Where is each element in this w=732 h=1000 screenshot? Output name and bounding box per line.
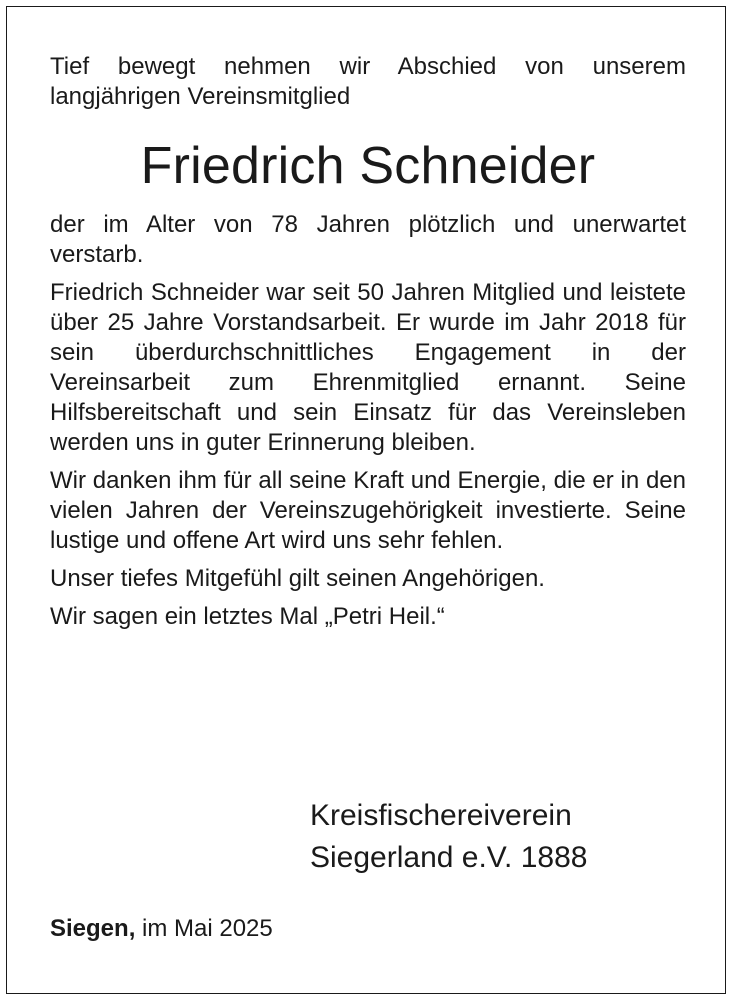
- deceased-name: Friedrich Schneider: [140, 137, 596, 195]
- signature-line-1: Kreisfischereiverein: [310, 799, 572, 832]
- place-date: [50, 914, 273, 944]
- paragraph-age: der im Alter von 78 Jahren plötzlich und unerwartet verstarb.: [50, 211, 686, 268]
- place-city: Siegen,: [50, 915, 136, 942]
- paragraph-farewell: Wir sagen ein letztes Mal „Petri Heil.“: [50, 603, 445, 630]
- place-date-text: im Mai 2025: [142, 915, 273, 942]
- paragraph-membership: Friedrich Schneider war seit 50 Jahren Mitglied und leistete über 25 Jahre Vorstandsarbeit. Er wurde im Jahr 2018 für sein überdurchschnittliches Engagement in der Vereinsarbeit zum Ehrenmitglied ernannt. Seine Hilfsbereitschaft und sein Einsatz für das Vereinsleben werden uns in guter Erinnerung bleiben.: [50, 279, 686, 456]
- paragraph-thanks: Wir danken ihm für all seine Kraft und Energie, die er in den vielen Jahren der Vereinszugehörigkeit investierte. Seine lustige und offene Art wird uns sehr fehlen.: [50, 467, 686, 554]
- signature-line-2: Siegerland e.V. 1888: [310, 841, 588, 874]
- paragraph-condolence: Unser tiefes Mitgefühl gilt seinen Angehörigen.: [50, 565, 545, 592]
- signature-block: [310, 795, 587, 879]
- notice-body: [50, 52, 686, 632]
- intro-text: Tief bewegt nehmen wir Abschied von unserem langjährigen Vereinsmitglied: [50, 53, 686, 110]
